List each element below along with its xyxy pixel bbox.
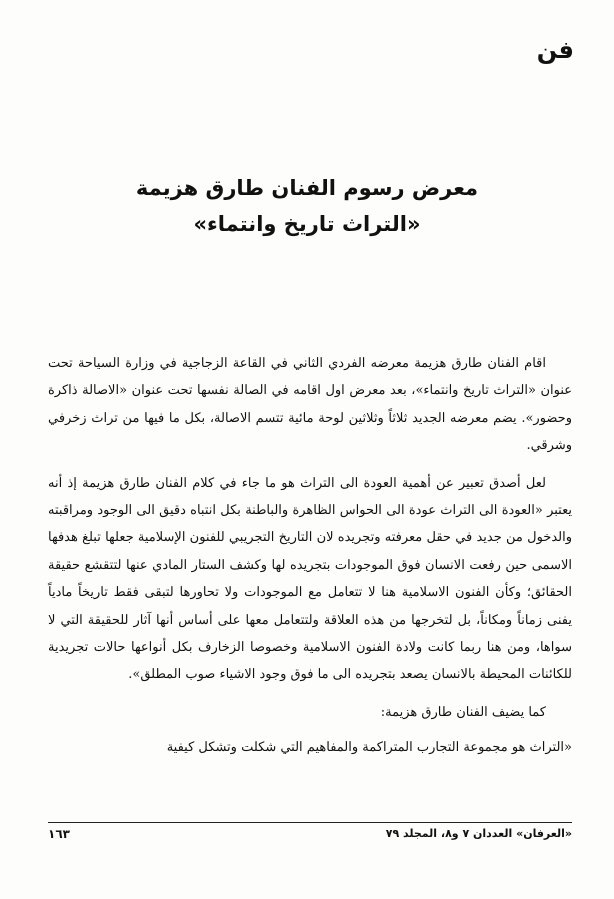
article-body: [48, 350, 572, 762]
quote-intro: كما يضيف الفنان طارق هزيمة:: [380, 704, 546, 720]
article-title: [90, 170, 524, 242]
paragraph-1: اقام الفنان طارق هزيمة معرضه الفردي الثاني في القاعة الزجاجية في وزارة السياحة تحت عنوان «التراث تاريخ وانتماء»، بعد معرض اول اقامه في الصالة نفسها تحت عنوان «الاصالة ذاكرة وحضور». يضم معرضه الجديد ثلاثاً وثلاثين لوحة مائية تتسم الاصالة، بكل ما فيها من تراث زخرفي وشرقي.: [48, 356, 572, 454]
page-footer: [48, 827, 572, 841]
journal-citation: «العرفان» العددان ٧ و٨، المجلد ٧٩: [385, 827, 572, 840]
paragraph-2: لعل أصدق تعبير عن أهمية العودة الى التراث هو ما جاء في كلام الفنان طارق هزيمة إذ أنه يعتبر «العودة الى التراث عودة الى الحواس الظاهرة والباطنة بكل انتباه دقيق الى الوجود ومراقبته والدخول من جديد في حقل معرفته وتجريده لان التاريخ التجريبي للفنون الإسلامية جعلها تبلغ هدفها الاسمى حين رفعت الانسان فوق الموجودات بتجريده لها وكشف الستار المادي عنها لتتقشع حقيقة الحقائق؛ وكأن الفنون الاسلامية هنا لا تتعامل مع الموجودات ولا تحاورها لتبقى فقط تاريخاً مادياً يفنى زماناً ومكاناً، بل لتخرجها من هذه العلاقة ولتتعامل معها على أساس أنها آثار للحقيقة التي لا سواها، ومن هنا ربما كانت ولادة الفنون الاسلامية وخصوصا الزخارف بكل أنواعها حالات تجريدية للكائنات المحيطة بالانسان يصعد بتجريده الى ما فوق وجود الاشياء صوب المطلق».: [48, 475, 572, 683]
section-label: فن: [536, 36, 574, 64]
page-number: ١٦٣: [48, 827, 70, 841]
title-line-1: معرض رسوم الفنان طارق هزيمة: [135, 176, 479, 200]
quote-start: «التراث هو مجموعة التجارب المتراكمة والمفاهيم التي شكلت وتشكل كيفية: [166, 740, 572, 756]
footer-rule: [48, 822, 572, 823]
title-line-2: «التراث تاريخ وانتماء»: [193, 212, 421, 236]
